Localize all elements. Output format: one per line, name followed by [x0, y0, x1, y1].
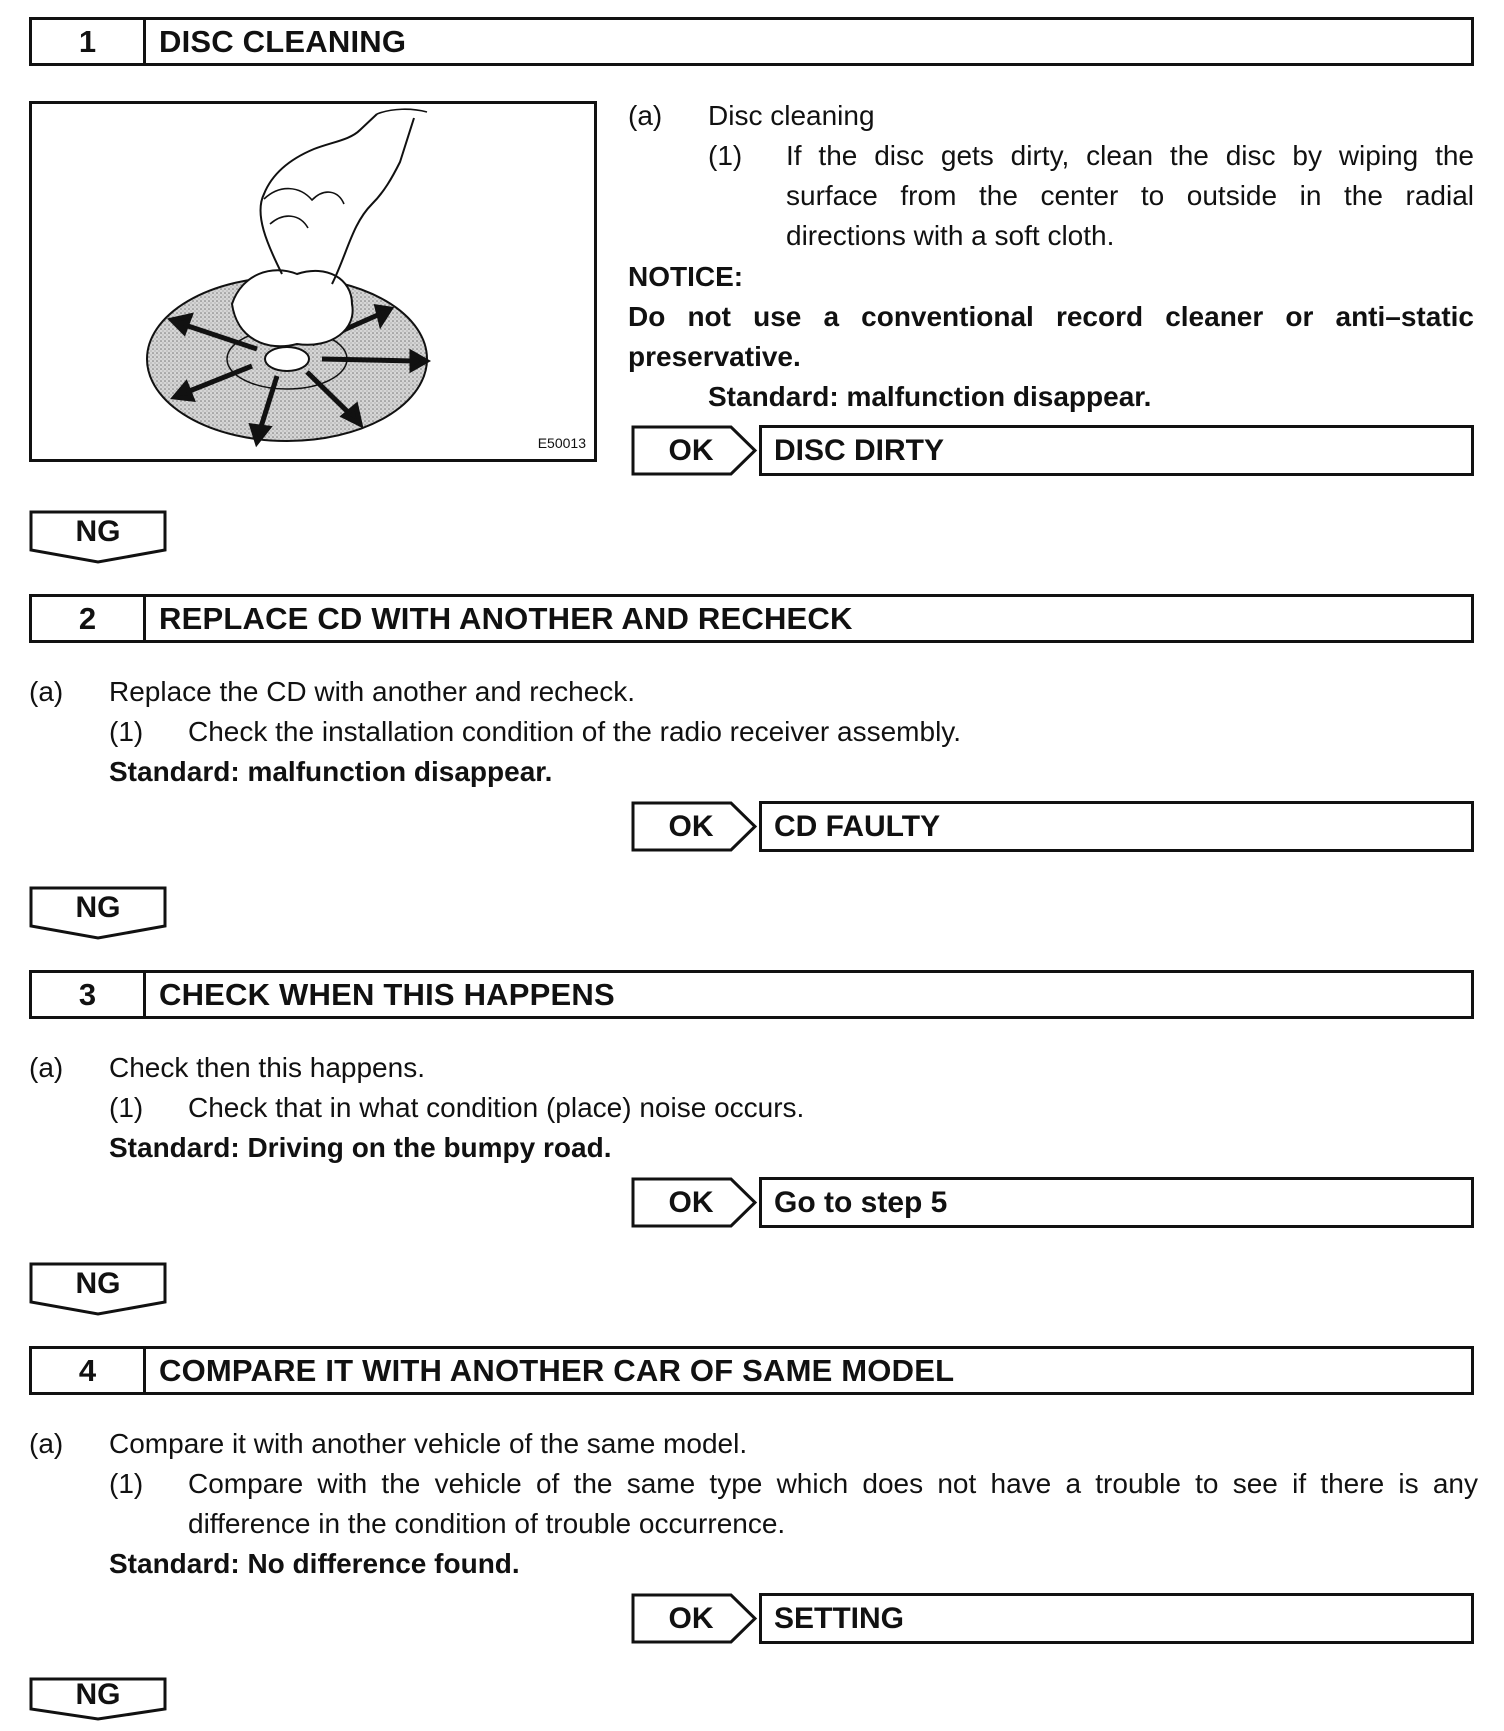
step-number: 1 — [32, 20, 146, 63]
step-number: 3 — [32, 973, 146, 1016]
notice-text: Do not use a conventional record cleaner or anti–static preservative. — [628, 301, 1474, 372]
step-2-sub-1: Check the installation condition of the radio receiver assembly. — [188, 716, 961, 747]
step-4-sub-1: Compare with the vehicle of the same type which does not have a trouble to see if there is any difference in the condition of trouble occurrence. — [188, 1468, 1478, 1539]
step-1-sub-1: If the disc gets dirty, clean the disc by wiping the surface from the center to outside in the radial directions with a soft cloth. — [786, 140, 1474, 251]
step-3-header — [29, 970, 1474, 1019]
step-3-sub-a: Check then this happens. — [109, 1052, 425, 1083]
step-1-sub-a: Disc cleaning — [708, 100, 875, 131]
step-3-sub-1-marker: (1) — [109, 1092, 144, 1123]
step-4-sub-a-marker: (a) — [29, 1428, 64, 1459]
step-4-standard: Standard: No difference found. — [109, 1548, 520, 1579]
step-2-header — [29, 594, 1474, 643]
step-3-sub-1: Check that in what condition (place) noise occurs. — [188, 1092, 805, 1123]
step-4-sub-1-marker: (1) — [109, 1468, 144, 1499]
ok-label: OK — [668, 1601, 714, 1635]
step-2-ng-marker — [29, 886, 167, 940]
step-2-standard: Standard: malfunction disappear. — [109, 756, 553, 787]
ng-label: NG — [75, 1267, 121, 1300]
ok-result-box: SETTING — [759, 1593, 1474, 1644]
step-4-sub-a: Compare it with another vehicle of the same model. — [109, 1428, 748, 1459]
disc-wiping-figure — [32, 104, 594, 459]
ok-label: OK — [668, 1185, 714, 1219]
step-1-ng-marker — [29, 510, 167, 564]
disc-cleaning-illustration — [29, 101, 597, 462]
step-title: CHECK WHEN THIS HAPPENS — [159, 976, 615, 1012]
notice-label: NOTICE: — [628, 261, 744, 292]
ok-label: OK — [668, 433, 714, 467]
ng-label: NG — [75, 1678, 121, 1711]
ok-result-box: CD FAULTY — [759, 801, 1474, 852]
figure-id: E50013 — [537, 435, 586, 451]
ok-result-box: DISC DIRTY — [759, 425, 1474, 476]
step-number: 2 — [32, 597, 146, 640]
step-1-header — [29, 17, 1474, 66]
ng-label: NG — [75, 891, 121, 924]
step-1-ok-result — [631, 425, 1474, 476]
step-title: REPLACE CD WITH ANOTHER AND RECHECK — [159, 600, 853, 636]
step-4-ng-marker — [29, 1677, 167, 1731]
step-2-sub-a: Replace the CD with another and recheck. — [109, 676, 636, 707]
ok-label: OK — [668, 809, 714, 843]
step-1-sub-1-marker: (1) — [708, 140, 743, 171]
step-number: 4 — [32, 1349, 146, 1392]
step-1-standard: Standard: malfunction disappear. — [708, 381, 1152, 412]
step-3-sub-a-marker: (a) — [29, 1052, 64, 1083]
step-title: DISC CLEANING — [159, 23, 407, 59]
step-3-ng-marker — [29, 1262, 167, 1316]
step-2-sub-1-marker: (1) — [109, 716, 144, 747]
step-2-ok-result — [631, 801, 1474, 852]
step-title: COMPARE IT WITH ANOTHER CAR OF SAME MODEL — [159, 1352, 955, 1388]
step-3-standard: Standard: Driving on the bumpy road. — [109, 1132, 612, 1163]
ng-label: NG — [75, 515, 121, 548]
step-4-header — [29, 1346, 1474, 1395]
step-4-ok-result — [631, 1593, 1474, 1644]
step-1-sub-a-marker: (a) — [628, 100, 663, 131]
step-2-sub-a-marker: (a) — [29, 676, 64, 707]
step-3-ok-result — [631, 1177, 1474, 1228]
ok-result-box: Go to step 5 — [759, 1177, 1474, 1228]
